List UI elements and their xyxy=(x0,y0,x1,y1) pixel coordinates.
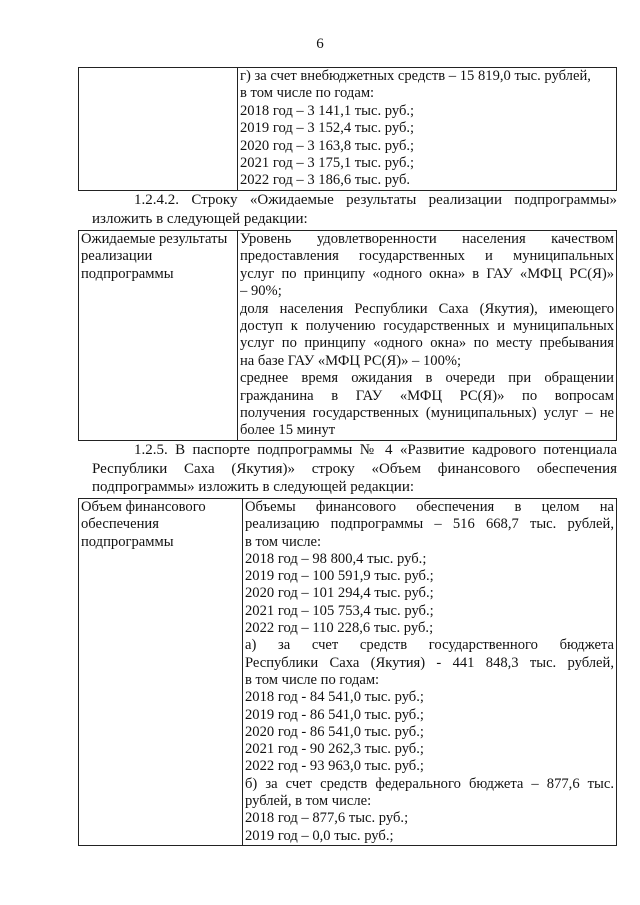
text-line: 2020 год – 3 163,8 тыс. руб.; xyxy=(240,137,415,154)
page-number: 6 xyxy=(316,36,324,52)
funding-continuation-table xyxy=(78,67,617,191)
text-line: 2022 год – 3 186,6 тыс. руб. xyxy=(240,172,411,189)
text-line: предоставления государственных и муниципальных xyxy=(240,248,614,265)
text-line: гражданина в ГАУ «МФЦ РС(Я)» по вопросам xyxy=(240,387,614,404)
text-line: на базе ГАУ «МФЦ РС(Я)» – 100%; xyxy=(240,352,462,369)
table-cell-label xyxy=(79,68,238,191)
text-line: 2018 год – 877,6 тыс. руб.; xyxy=(245,810,409,827)
text-line: реализацию подпрограммы – 516 668,7 тыс. рублей, xyxy=(245,516,614,533)
text-line: доступ к получению государственных и муниципальных xyxy=(240,318,614,335)
text-line: 2021 год – 105 753,4 тыс. руб.; xyxy=(245,602,434,619)
section-1-2-4-2-paragraph xyxy=(92,191,617,228)
text-line: доля населения Республики Саха (Якутия), имеющего xyxy=(240,300,614,317)
text-line: 2021 год – 3 175,1 тыс. руб.; xyxy=(240,155,415,172)
text-line: 2020 год - 86 541,0 тыс. руб.; xyxy=(245,723,424,740)
subprogram-funding-table xyxy=(78,498,617,846)
text-line: 2022 год – 110 228,6 тыс. руб.; xyxy=(245,620,434,637)
text-line: более 15 минут xyxy=(240,422,336,439)
text-line: 2022 год - 93 963,0 тыс. руб.; xyxy=(245,758,424,775)
text-line: среднее время ожидания в очереди при обращении xyxy=(240,370,614,387)
label-line: подпрограммы xyxy=(81,533,174,550)
text-line: 2019 год – 3 152,4 тыс. руб.; xyxy=(240,120,415,137)
table-cell-label xyxy=(79,231,238,441)
table-row xyxy=(79,231,617,441)
text-line: 2018 год – 3 141,1 тыс. руб.; xyxy=(240,102,415,119)
label-line: подпрограммы xyxy=(81,265,174,282)
text-line: в том числе: xyxy=(245,533,322,550)
text-line: 2020 год – 101 294,4 тыс. руб.; xyxy=(245,585,434,602)
label-line: реализации xyxy=(81,248,153,265)
text-line: Объемы финансового обеспечения в целом на xyxy=(245,499,614,515)
text-line: 2019 год - 86 541,0 тыс. руб.; xyxy=(245,706,424,723)
label-line: обеспечения xyxy=(81,516,159,533)
text-line: г) за счет внебюджетных средств – 15 819,0 тыс. рублей, xyxy=(240,68,591,84)
text-line: Уровень удовлетворенности населения качеством xyxy=(240,231,614,247)
label-line: Объем финансового xyxy=(81,499,206,515)
text-line: а) за счет средств государственного бюджета xyxy=(245,637,614,654)
paragraph-line: изложить в следующей редакции: xyxy=(92,210,308,227)
section-1-2-5-paragraph xyxy=(92,441,617,497)
text-line: услуг по принципу «одного окна» в ГАУ «МФЦ РС(Я)» xyxy=(240,265,614,282)
text-line: услуг по принципу «одного окна» по месту пребывания xyxy=(240,335,614,352)
text-line: б) за счет средств федерального бюджета – 877,6 тыс. xyxy=(245,775,614,792)
paragraph-line: 1.2.5. В паспорте подпрограммы № 4 «Развитие кадрового потенциала xyxy=(134,442,617,458)
text-line: получения государственных (муниципальных) услуг – не xyxy=(240,405,614,422)
text-line: 2018 год - 84 541,0 тыс. руб.; xyxy=(245,689,424,706)
text-line: рублей, в том числе: xyxy=(245,793,372,810)
table-cell-label xyxy=(79,499,243,846)
table-cell-value xyxy=(243,499,617,846)
paragraph-line: Республики Саха (Якутия)» строку «Объем финансового обеспечения xyxy=(92,460,617,477)
table-cell-value xyxy=(238,68,617,191)
label-line: Ожидаемые результаты xyxy=(81,231,228,247)
text-line: в том числе по годам: xyxy=(240,85,375,102)
text-line: в том числе по годам: xyxy=(245,671,380,688)
text-line: 2019 год – 0,0 тыс. руб.; xyxy=(245,827,394,844)
text-line: Республики Саха (Якутия) - 441 848,3 тыс. рублей, xyxy=(245,654,614,671)
table-row xyxy=(79,68,617,191)
table-cell-value xyxy=(238,231,617,441)
text-line: 2018 год – 98 800,4 тыс. руб.; xyxy=(245,550,427,567)
paragraph-line: подпрограммы» изложить в следующей редакции: xyxy=(92,479,415,495)
text-line: 2021 год - 90 262,3 тыс. руб.; xyxy=(245,741,424,758)
text-line: 2019 год – 100 591,9 тыс. руб.; xyxy=(245,568,434,585)
text-line: – 90%; xyxy=(240,283,282,300)
expected-results-table xyxy=(78,230,617,441)
table-row xyxy=(79,499,617,846)
paragraph-line: 1.2.4.2. Строку «Ожидаемые результаты реализации подпрограммы» xyxy=(134,192,617,208)
